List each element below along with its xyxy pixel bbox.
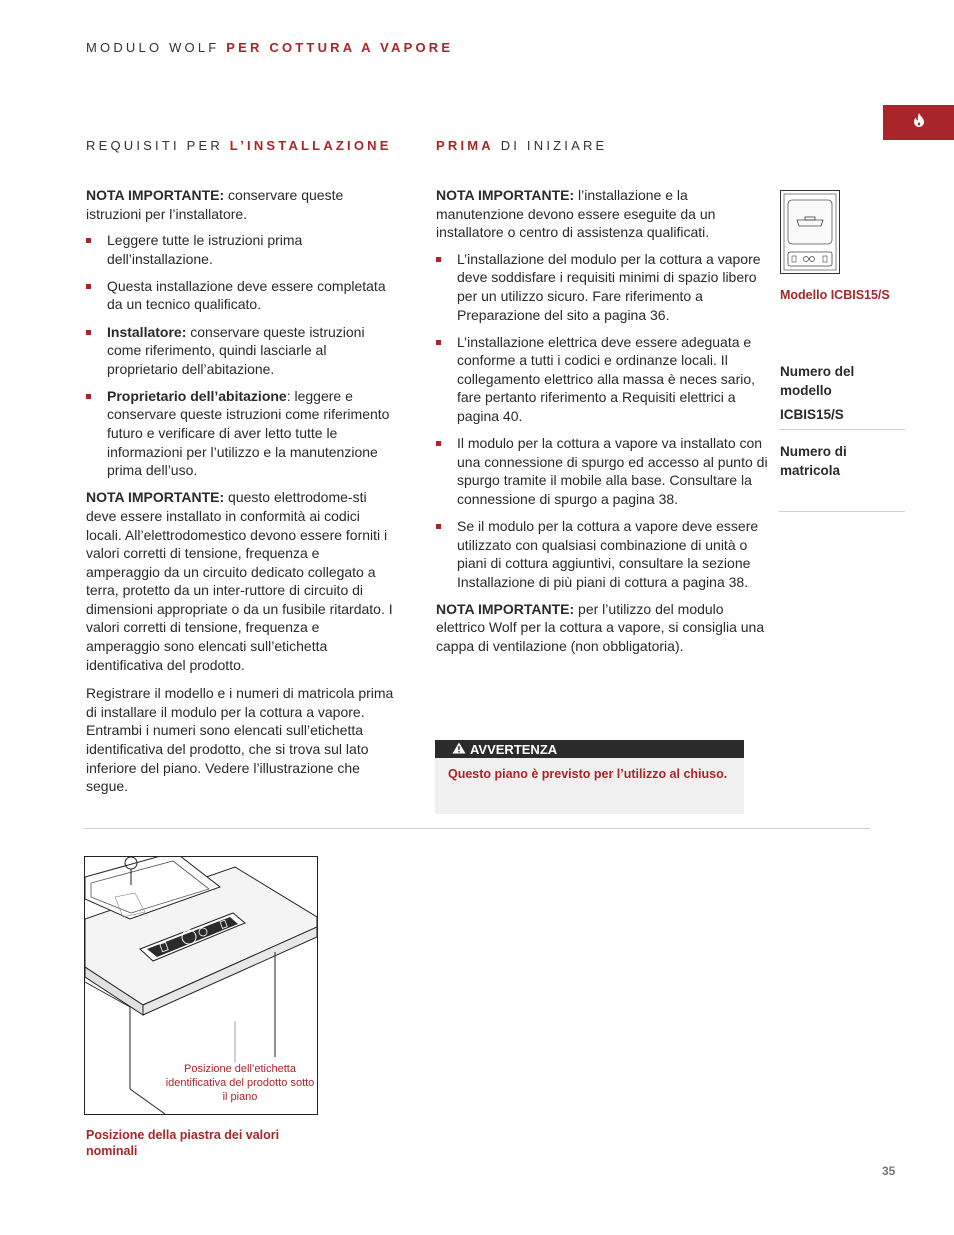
running-header [86, 40, 453, 55]
list-item: Questa installazione deve essere completata da un tecnico qualificato. [86, 277, 396, 314]
warning-bar [435, 740, 744, 758]
note-label: NOTA IMPORTANTE: [436, 600, 575, 617]
note-paragraph [86, 186, 396, 223]
list-item: L’installazione elettrica deve essere adeguata e conforme a tutti i codici e ordinanze locali. Il collegamento elettrico alla massa è neces sario, fare pertanto riferimento a Requisiti elettrici a pagina 40. [436, 333, 769, 426]
list-item: Leggere tutte le istruzioni prima dell’installazione. [86, 231, 396, 268]
divider [779, 511, 905, 512]
list-item: L’installazione del modulo per la cottura a vapore deve soddisfare i requisiti minimi di spazio libero per un utilizzo sicuro. Fare riferimento a Preparazione del sito a pagina 36. [436, 250, 769, 324]
note-text: l’installazione e la manutenzione devono essere eseguite da un installatore o centro di assistenza qualificati. [436, 187, 716, 241]
model-caption: Modello ICBIS15/S [780, 288, 890, 302]
note-paragraph [436, 600, 769, 656]
item-label: Proprietario dell’abitazione [107, 387, 287, 404]
bullet-list [86, 231, 396, 480]
section-tab [883, 105, 954, 140]
label-callout: Posizione dell’etichetta identificativa del prodotto sotto il piano [165, 1063, 315, 1103]
heading-plain: REQUISITI PER [86, 138, 223, 153]
warning-text: Questo piano è previsto per l’utilizzo al chiuso. [448, 767, 728, 781]
bullet-list [436, 250, 769, 592]
section-heading-before-start [436, 138, 607, 153]
model-number-value: ICBIS15/S [780, 407, 844, 422]
list-item [86, 387, 396, 480]
note-label: NOTA IMPORTANTE: [86, 489, 225, 506]
header-prefix: MODULO WOLF [86, 40, 220, 55]
product-thumbnail [780, 190, 840, 274]
left-column [86, 186, 396, 804]
section-heading-installation [86, 138, 392, 153]
item-text: : leggere e conservare queste istruzioni come riferimento futuro e verificare di aver letto tutte le informazioni per l’utilizzo e la manutenzione prima dell’uso. [107, 387, 390, 479]
illustration-caption: Posizione della piastra dei valori nominali [86, 1128, 280, 1158]
warning-box [435, 740, 744, 814]
note-text: per l’utilizzo del modulo elettrico Wolf per la cottura a vapore, si consiglia una cappa di ventilazione (non obbligatoria). [436, 600, 765, 655]
model-number-label: Numero del modello [780, 364, 855, 398]
list-item: Se il modulo per la cottura a vapore deve essere utilizzato con qualsiasi combinazione di unità o piani di cottura aggiuntivi, consultare la sezione Installazione di più piani di cottura a pagina 38. [436, 517, 769, 591]
warning-triangle-icon [452, 742, 466, 757]
list-item [86, 323, 396, 379]
note-paragraph [86, 488, 396, 674]
flame-icon [913, 113, 925, 132]
divider [779, 429, 905, 430]
list-item: Il modulo per la cottura a vapore va installato con una connessione di spurgo ed accesso al punto di spurgo tramite il mobile alla base. Consultare la connessione di spurgo a pagina 38. [436, 434, 769, 508]
heading-plain: DI INIZIARE [500, 138, 608, 153]
warning-title: AVVERTENZA [470, 741, 558, 757]
item-text: conservare queste istruzioni come riferimento, quindi lasciarle al proprietario dell’abitazione. [107, 323, 365, 377]
page-number: 35 [882, 1164, 896, 1178]
body-paragraph: Registrare il modello e i numeri di matricola prima di installare il modulo per la cottura a vapore. Entrambi i numeri sono elencati sull’etichetta identificativa del prodotto, che si trova sul lato inferiore del piano. Vedere l’illustrazione che segue. [86, 685, 394, 795]
heading-red: L’INSTALLAZIONE [229, 138, 392, 153]
note-label: NOTA IMPORTANTE: [86, 187, 225, 203]
rating-plate-illustration [84, 856, 318, 1115]
heading-red: PRIMA [436, 138, 494, 153]
middle-column [436, 186, 769, 664]
note-paragraph [436, 186, 769, 242]
header-highlight: PER COTTURA A VAPORE [226, 40, 454, 55]
section-divider [84, 828, 870, 829]
note-label: NOTA IMPORTANTE: [436, 187, 575, 203]
item-label: Installatore: [107, 323, 187, 340]
note-text: questo elettrodome-sti deve essere installato in conformità ai codici locali. All’elettrodomestico devono essere forniti i valori corretti di tensione, frequenza e amperaggio da un circuito dedicato collegato a terra, protetto da un inter-ruttore di circuito di dimensioni appropriate o da un fusibile ritardato. I valori corretti di tensione, frequenza e amperaggio sono elencati sull’etichetta identificativa del prodotto. [86, 489, 393, 673]
serial-number-label: Numero di matricola [780, 444, 847, 478]
note-text: conservare queste istruzioni per l’installatore. [86, 187, 344, 222]
